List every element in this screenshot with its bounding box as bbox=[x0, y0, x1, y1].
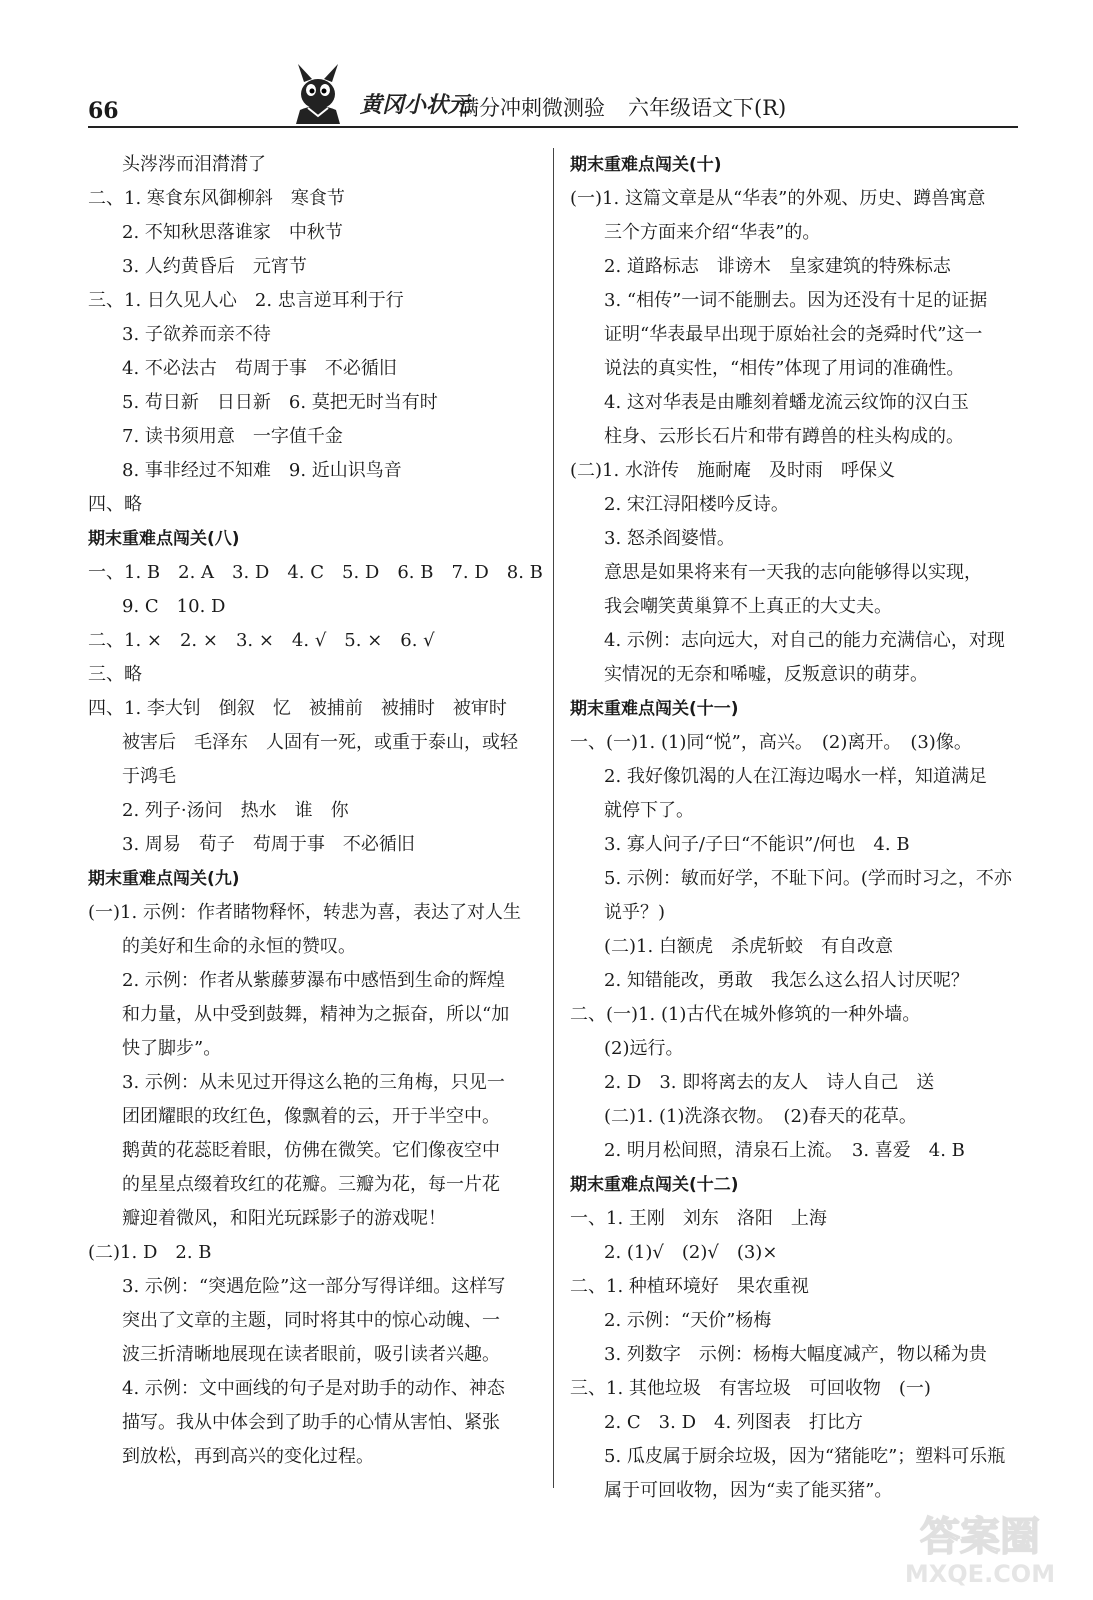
answer-line: 4. 示例：志向远大，对自己的能力充满信心，对现 bbox=[604, 630, 1005, 651]
answer-line: (二)1. (1)洗涤衣物。 (2)春天的花草。 bbox=[604, 1106, 917, 1127]
section-heading: 期末重难点闯关(八) bbox=[88, 529, 240, 549]
answer-line: 3. 示例：“突遇危险”这一部分写得详细。这样写 bbox=[122, 1276, 506, 1297]
answer-line: (二)1. 白额虎 杀虎斩蛟 有自改意 bbox=[604, 936, 893, 957]
answer-line: 团团耀眼的玫红色，像飘着的云，开于半空中。 bbox=[122, 1106, 500, 1127]
mascot-logo-icon bbox=[278, 60, 358, 126]
answer-line: 鹅黄的花蕊眨着眼，仿佛在微笑。它们像夜空中 bbox=[122, 1140, 500, 1161]
answer-line: 快了脚步”。 bbox=[122, 1038, 222, 1059]
watermark-logo bbox=[885, 1502, 1075, 1592]
brand-title: 黄冈小状元 bbox=[360, 92, 471, 118]
answer-line: 2. D 3. 即将离去的友人 诗人自己 送 bbox=[604, 1072, 935, 1093]
answer-line: (二)1. D 2. B bbox=[88, 1242, 212, 1263]
answer-line: 属于可回收物，因为“卖了能买猪”。 bbox=[604, 1480, 893, 1501]
answer-line: (2)远行。 bbox=[604, 1038, 684, 1059]
column-divider bbox=[553, 148, 554, 1488]
answer-line: 3. “相传”一词不能删去。因为还没有十足的证据 bbox=[604, 290, 988, 311]
answer-line: 4. 示例：文中画线的句子是对助手的动作、神态 bbox=[122, 1378, 505, 1399]
answer-line: (一)1. 示例：作者睹物释怀，转悲为喜，表达了对人生 bbox=[88, 902, 521, 923]
section-heading: 期末重难点闯关(十一) bbox=[570, 699, 739, 719]
answer-line: 2. 宋江浔阳楼吟反诗。 bbox=[604, 494, 789, 515]
answer-line: 一、1. B 2. A 3. D 4. C 5. D 6. B 7. D 8. B bbox=[88, 562, 543, 583]
series-title: 满分冲刺微测验 bbox=[458, 96, 605, 120]
answer-line: 3. 人约黄昏后 元宵节 bbox=[122, 256, 307, 277]
answer-line: 3. 示例：从未见过开得这么艳的三角梅，只见一 bbox=[122, 1072, 505, 1093]
answer-line: 2. 不知秋思落谁家 中秋节 bbox=[122, 222, 343, 243]
answer-line: 8. 事非经过不知难 9. 近山识鸟音 bbox=[122, 460, 402, 481]
answer-line: 3. 怒杀阎婆惜。 bbox=[604, 528, 735, 549]
answer-line: 被害后 毛泽东 人固有一死，或重于泰山，或轻 bbox=[122, 732, 518, 753]
answer-line: 3. 寡人问子/子曰“不能识”/何也 4. B bbox=[604, 834, 910, 855]
answer-line: 三、1. 其他垃圾 有害垃圾 可回收物 (一) bbox=[570, 1378, 931, 1399]
section-heading: 期末重难点闯关(十) bbox=[570, 155, 722, 175]
answer-line: 4. 这对华表是由雕刻着蟠龙流云纹饰的汉白玉 bbox=[604, 392, 969, 413]
answer-line: 5. 瓜皮属于厨余垃圾，因为“猪能吃”；塑料可乐瓶 bbox=[604, 1446, 1006, 1467]
answer-line: 柱身、云形长石片和带有蹲兽的柱头构成的。 bbox=[604, 426, 964, 447]
answer-line: 3. 周易 荀子 苟周于事 不必循旧 bbox=[122, 834, 415, 855]
answer-line: 我会嘲笑黄巢算不上真正的大丈夫。 bbox=[604, 596, 892, 617]
answer-line: 3. 列数字 示例：杨梅大幅度减产，物以稀为贵 bbox=[604, 1344, 987, 1365]
answer-line: 3. 子欲养而亲不待 bbox=[122, 324, 271, 345]
answer-line: 5. 苟日新 日日新 6. 莫把无时当有时 bbox=[122, 392, 438, 413]
grade-subject: 六年级语文下(R) bbox=[628, 96, 787, 120]
page-header bbox=[88, 60, 1018, 130]
watermark-url: MXQE.COM bbox=[904, 1560, 1056, 1588]
answer-line: 四、1. 李大钊 倒叙 忆 被捕前 被捕时 被审时 bbox=[88, 698, 507, 719]
page-number: 66 bbox=[88, 98, 119, 124]
answer-line: 二、1. × 2. × 3. × 4. √ 5. × 6. √ bbox=[88, 630, 435, 651]
answer-line: 就停下了。 bbox=[604, 800, 694, 821]
answer-line: 描写。我从中体会到了助手的心情从害怕、紧张 bbox=[122, 1412, 500, 1433]
answer-line: 2. 列子·汤问 热水 谁 你 bbox=[122, 800, 349, 821]
answer-line: 到放松，再到高兴的变化过程。 bbox=[122, 1446, 374, 1467]
answer-line: 4. 不必法古 苟周于事 不必循旧 bbox=[122, 358, 397, 379]
answer-line: 5. 示例：敏而好学，不耻下问。(学而时习之，不亦 bbox=[604, 868, 1012, 889]
answer-line: 的星星点缀着玫红的花瓣。三瓣为花，每一片花 bbox=[122, 1174, 500, 1195]
answer-line: 的美好和生命的永恒的赞叹。 bbox=[122, 936, 356, 957]
answer-line: 说乎？) bbox=[604, 902, 666, 923]
answer-line: 于鸿毛 bbox=[122, 766, 176, 787]
answer-line: 实情况的无奈和唏嘘，反叛意识的萌芽。 bbox=[604, 664, 928, 685]
header-rule bbox=[88, 126, 1018, 128]
section-heading: 期末重难点闯关(九) bbox=[88, 869, 240, 889]
answer-line: 和力量，从中受到鼓舞，精神为之振奋，所以“加 bbox=[122, 1004, 510, 1025]
answer-line: 四、略 bbox=[88, 494, 142, 515]
answer-line: 证明“华表最早出现于原始社会的尧舜时代”这一 bbox=[604, 324, 983, 345]
right-answer-column bbox=[570, 148, 1020, 1508]
answer-line: 2. 明月松间照，清泉石上流。 3. 喜爱 4. B bbox=[604, 1140, 965, 1161]
answer-line: 2. 示例：“天价”杨梅 bbox=[604, 1310, 772, 1331]
answer-line: 意思是如果将来有一天我的志向能够得以实现， bbox=[604, 562, 982, 583]
answer-line: 2. 道路标志 诽谤木 皇家建筑的特殊标志 bbox=[604, 256, 951, 277]
answer-line: (二)1. 水浒传 施耐庵 及时雨 呼保义 bbox=[570, 460, 895, 481]
answer-line: 二、1. 种植环境好 果农重视 bbox=[570, 1276, 809, 1297]
answer-line: 9. C 10. D bbox=[122, 596, 226, 617]
answer-line: 二、(一)1. (1)古代在城外修筑的一种外墙。 bbox=[570, 1004, 921, 1025]
answer-line: 突出了文章的主题，同时将其中的惊心动魄、一 bbox=[122, 1310, 500, 1331]
answer-line: 三、1. 日久见人心 2. 忠言逆耳利于行 bbox=[88, 290, 404, 311]
answer-line: 二、1. 寒食东风御柳斜 寒食节 bbox=[88, 188, 345, 209]
answer-line: 头涔涔而泪潸潸了 bbox=[122, 154, 266, 175]
answer-line: 波三折清晰地展现在读者眼前，吸引读者兴趣。 bbox=[122, 1344, 500, 1365]
answer-line: 7. 读书须用意 一字值千金 bbox=[122, 426, 343, 447]
section-heading: 期末重难点闯关(十二) bbox=[570, 1175, 739, 1195]
answer-line: 一、(一)1. (1)同“悦”，高兴。 (2)离开。 (3)像。 bbox=[570, 732, 972, 753]
answer-line: 三、略 bbox=[88, 664, 142, 685]
answer-line: 三个方面来介绍“华表”的。 bbox=[604, 222, 821, 243]
left-answer-column bbox=[88, 148, 543, 1474]
answer-line: 2. C 3. D 4. 列图表 打比方 bbox=[604, 1412, 863, 1433]
answer-line: 2. 我好像饥渴的人在江海边喝水一样，知道满足 bbox=[604, 766, 987, 787]
answer-line: (一)1. 这篇文章是从“华表”的外观、历史、蹲兽寓意 bbox=[570, 188, 986, 209]
answer-line: 说法的真实性，“相传”体现了用词的准确性。 bbox=[604, 358, 965, 379]
answer-line: 2. 知错能改，勇敢 我怎么这么招人讨厌呢？ bbox=[604, 970, 969, 991]
answer-line: 2. (1)√ (2)√ (3)× bbox=[604, 1242, 778, 1263]
watermark-text: 答案圈 bbox=[920, 1514, 1040, 1560]
answer-line: 2. 示例：作者从紫藤萝瀑布中感悟到生命的辉煌 bbox=[122, 970, 505, 991]
answer-line: 瓣迎着微风，和阳光玩踩影子的游戏呢！ bbox=[122, 1208, 446, 1229]
answer-line: 一、1. 王刚 刘东 洛阳 上海 bbox=[570, 1208, 827, 1229]
